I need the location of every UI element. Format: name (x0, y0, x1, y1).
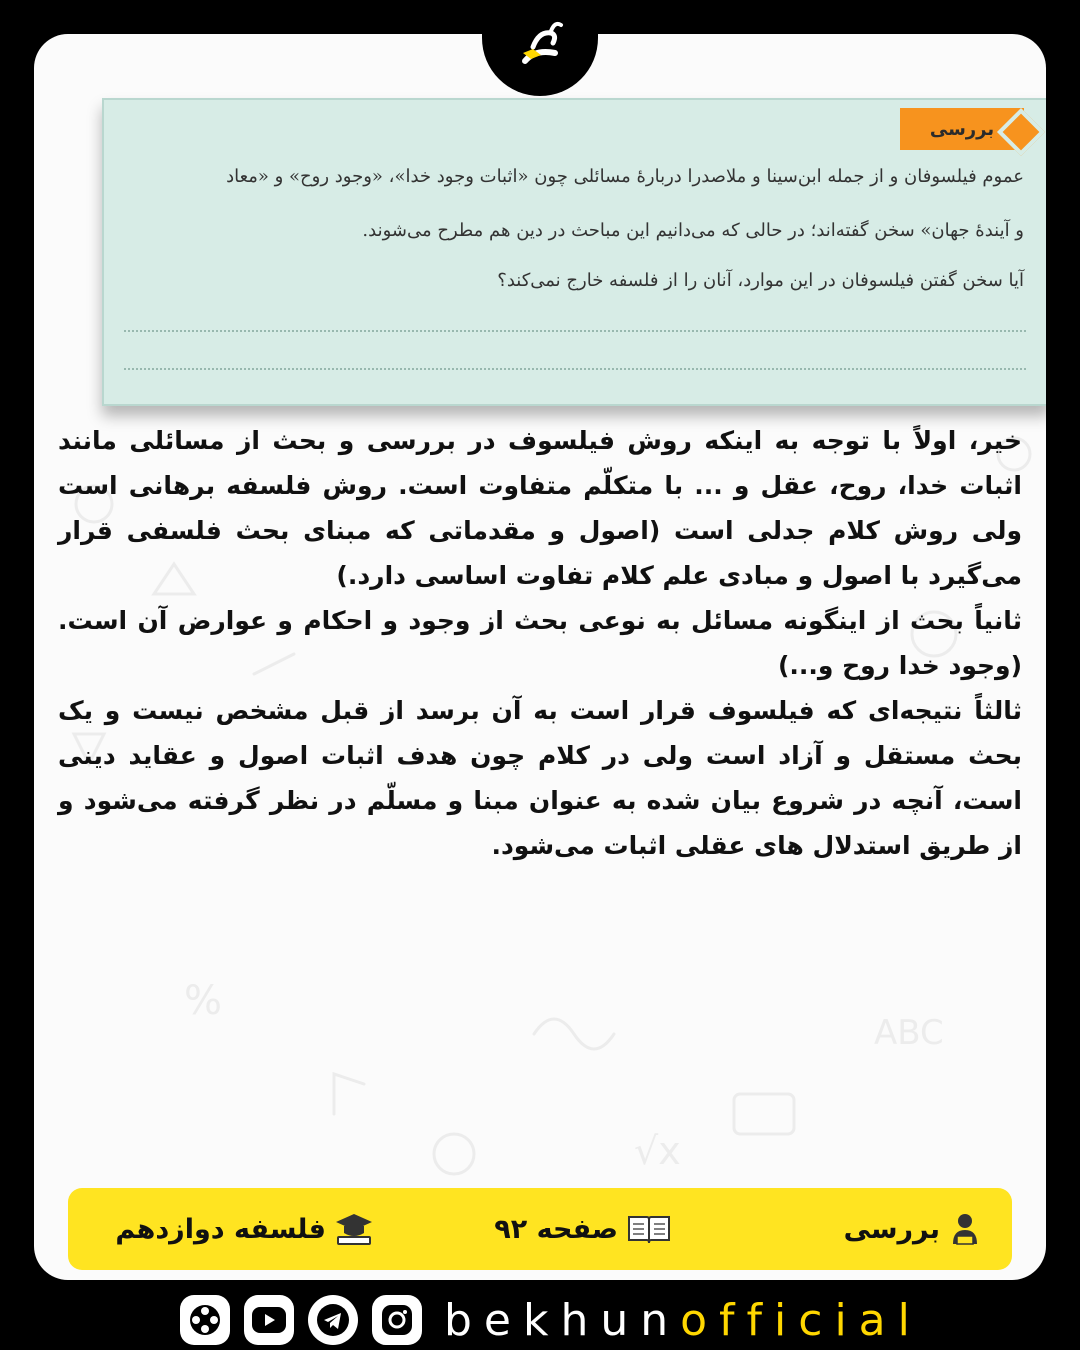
review-question: آیا سخن گفتن فیلسوفان در این موارد، آنان را از فلسفه خارج نمی‌کند؟ (497, 270, 1024, 291)
footer-page (494, 1188, 672, 1270)
teacher-icon (948, 1212, 982, 1246)
telegram-icon[interactable] (308, 1295, 358, 1345)
bekhun-logo-icon (505, 13, 575, 83)
brand-handle-part2: official (680, 1294, 922, 1346)
footer-bar (68, 1188, 1012, 1270)
answer-text (58, 418, 1022, 868)
footer-subject-label: فلسفه دوازدهم (115, 1213, 326, 1245)
review-box (102, 98, 1046, 406)
answer-dotted-line (124, 368, 1026, 370)
review-paragraph-line-1: عموم فیلسوفان و از جمله ابن‌سینا و ملاصدرا دربارهٔ مسائلی چون «اثبات وجود خدا»، «وجود روح» و «معاد (226, 166, 1024, 187)
review-paragraph-line-2: و آیندهٔ جهان» سخن گفته‌اند؛ در حالی که می‌دانیم این مباحث در دین هم مطرح می‌شوند. (362, 220, 1024, 241)
footer-section-label: بررسی (843, 1213, 940, 1245)
brand-handle-part1: bekhun (444, 1294, 681, 1346)
svg-text:%: % (184, 978, 223, 1024)
footer-section (844, 1188, 982, 1270)
answer-paragraph-1: خیر، اولاً با توجه به اینکه روش فیلسوف در بررسی و بحث از مسائلی مانند اثبات خدا، روح، عقل و ... با متکلّم متفاوت است. روش فلسفه برهانی است ولی روش کلام جدلی است (اصول و مقدماتی که مبنای بحث فلسفی قرار می‌گیرد با اصول و مبادی علم کلام تفاوت اساسی دارد.) (58, 426, 1022, 590)
youtube-icon[interactable] (244, 1295, 294, 1345)
footer-subject (115, 1188, 374, 1270)
answer-paragraph-3: ثالثاً نتیجه‌ای که فیلسوف قرار است به آن برسد از قبل مشخص نیست و یک بحث مستقل و آزاد است ولی در کلام چون هدف اثبات اصول و عقاید دینی است، آنچه در شروع بیان شده به عنوان مبنا و مسلّم در نظر گرفته می‌شود و از طریق استدلال های عقلی اثبات می‌شود. (58, 696, 1022, 860)
social-bar (180, 1290, 922, 1350)
svg-text:√x: √x (634, 1129, 681, 1173)
svg-text:ABC: ABC (874, 1013, 944, 1053)
answer-dotted-line (124, 330, 1026, 332)
film-reel-icon[interactable] (180, 1295, 230, 1345)
instagram-icon[interactable] (372, 1295, 422, 1345)
open-book-icon (626, 1212, 672, 1246)
review-tag: بررسی (900, 108, 1024, 150)
graduation-cap-icon (334, 1212, 374, 1246)
answer-paragraph-2: ثانیاً بحث از اینگونه مسائل به نوعی بحث از وجود و احکام و عوارض آن است. (وجود خدا روح و...) (58, 606, 1022, 680)
footer-page-label: صفحه ۹۲ (494, 1213, 618, 1245)
brand-handle (444, 1295, 922, 1346)
